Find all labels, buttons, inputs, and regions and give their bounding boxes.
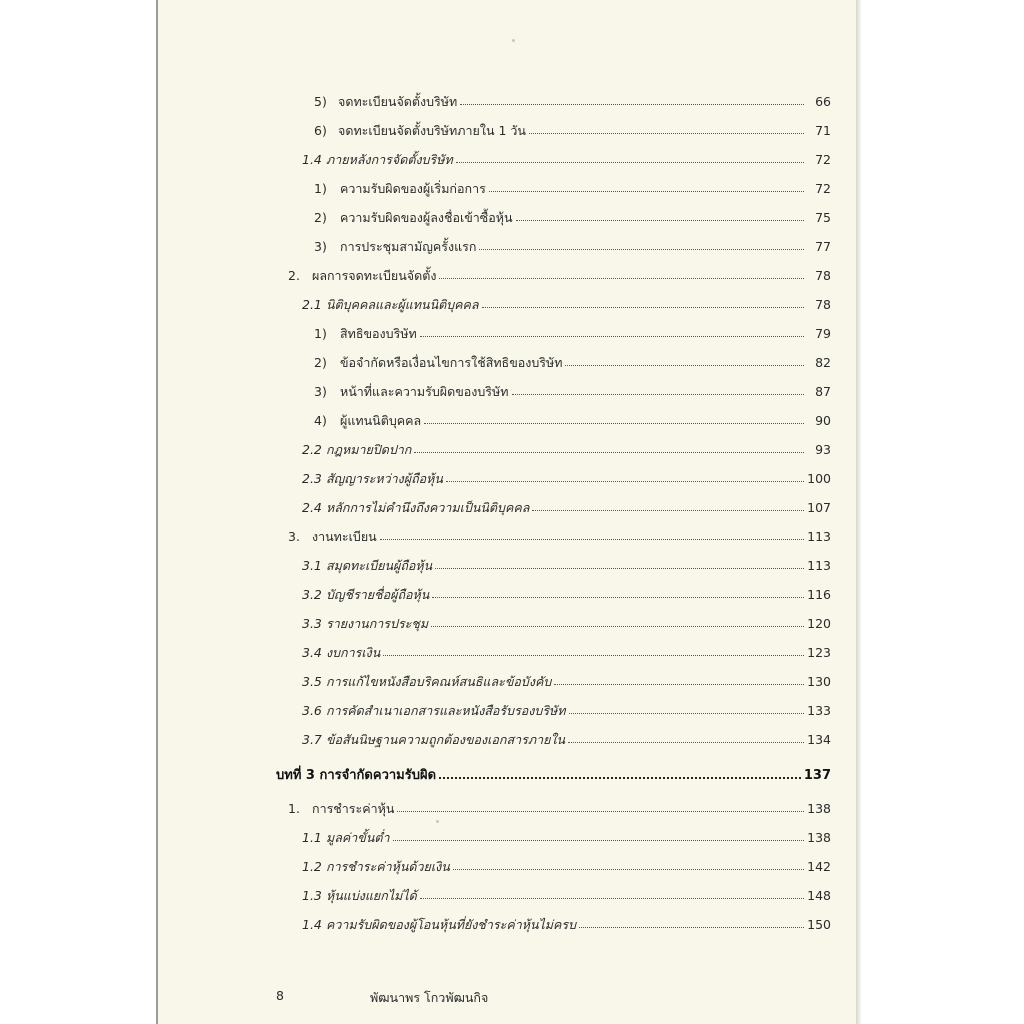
- toc-entry-number: 1.3: [302, 887, 322, 903]
- toc-entry-page: 78: [815, 267, 831, 283]
- toc-entry: [302, 822, 831, 844]
- toc-entry: [302, 608, 831, 630]
- toc-entry: [314, 115, 831, 137]
- toc-entry-number: 3.4: [302, 644, 322, 660]
- toc-entry-page: 77: [815, 238, 831, 254]
- toc-entry-page: 150: [807, 916, 831, 932]
- toc-entry-title: การคัดสำเนาเอกสารและหนังสือรับรองบริษัท: [326, 702, 566, 718]
- toc-entry-page: 72: [815, 180, 831, 196]
- toc-entry-page: 113: [807, 557, 831, 573]
- toc-dot-leader: [482, 307, 804, 308]
- toc-entry: [314, 376, 831, 398]
- toc-chapter-heading: [276, 760, 831, 782]
- toc-chapter-page: 137: [803, 768, 831, 783]
- toc-entry: [302, 909, 831, 931]
- toc-entry: [288, 260, 831, 282]
- toc-dot-leader: [579, 927, 804, 928]
- toc-entry-number: 3.5: [302, 673, 322, 689]
- toc-entry-page: 120: [807, 615, 831, 631]
- toc-entry-page: 66: [815, 93, 831, 109]
- toc-dot-leader: [439, 278, 804, 279]
- toc-entry-number: 3.3: [302, 615, 322, 631]
- toc-entry-title: ภายหลังการจัดตั้งบริษัท: [326, 151, 453, 167]
- toc-entry-title: ข้อสันนิษฐานความถูกต้องของเอกสารภายใน: [326, 731, 566, 747]
- toc-entry: [314, 202, 831, 224]
- toc-entry-number: 3.2: [302, 586, 322, 602]
- toc-entry: [314, 231, 831, 253]
- toc-entry-title: บัญชีรายชื่อผู้ถือหุ้น: [326, 586, 430, 602]
- toc-entry-page: 142: [807, 858, 831, 874]
- toc-entry-page: 71: [815, 122, 831, 138]
- toc-entry-title: สิทธิของบริษัท: [340, 325, 417, 341]
- toc-entry-number: 1.1: [302, 829, 322, 845]
- toc-entry: [314, 405, 831, 427]
- toc-entry-title: จดทะเบียนจัดตั้งบริษัทภายใน 1 วัน: [338, 122, 526, 138]
- toc-entry-number: 2): [314, 354, 327, 370]
- toc-entry-page: 113: [807, 528, 831, 544]
- toc-entry: [302, 289, 831, 311]
- toc-entry-page: 82: [815, 354, 831, 370]
- toc-dot-leader: [565, 365, 804, 366]
- toc-entry-page: 130: [807, 673, 831, 689]
- toc-entry: [302, 880, 831, 902]
- toc-entry-number: 2.4: [302, 499, 322, 515]
- toc-dot-leader: [568, 742, 804, 743]
- toc-entry: [302, 434, 831, 456]
- toc-entry-title: การชำระค่าหุ้น: [312, 800, 395, 816]
- toc-entry-number: 3.7: [302, 731, 322, 747]
- toc-entry-title: การประชุมสามัญครั้งแรก: [340, 238, 477, 254]
- toc-entry-page: 90: [815, 412, 831, 428]
- toc-entry: [288, 793, 831, 815]
- toc-entry-number: 3): [314, 383, 327, 399]
- toc-entry-number: 1.: [288, 800, 300, 816]
- toc-dot-leader: [516, 220, 804, 221]
- toc-entry-title: ข้อจำกัดหรือเงื่อนไขการใช้สิทธิของบริษัท: [340, 354, 563, 370]
- toc-entry-number: 1): [314, 180, 327, 196]
- toc-entry-page: 100: [807, 470, 831, 486]
- toc-dot-leader: [393, 840, 804, 841]
- footer-author: พัฒนาพร โกวพัฒนกิจ: [370, 990, 489, 1005]
- toc-entry-page: 72: [815, 151, 831, 167]
- toc-entry-number: 4): [314, 412, 327, 428]
- toc-dot-leader: [435, 568, 804, 569]
- toc-entry-page: 107: [807, 499, 831, 515]
- toc-entry: [314, 347, 831, 369]
- toc-entry-title: รายงานการประชุม: [326, 615, 429, 631]
- toc-entry-number: 2.1: [302, 296, 322, 312]
- toc-entry-page: 138: [807, 800, 831, 816]
- toc-entry-number: 3.: [288, 528, 300, 544]
- toc-dot-leader: [380, 539, 804, 540]
- toc-dot-leader: [569, 713, 804, 714]
- toc-entry-title: กฎหมายปิดปาก: [326, 441, 412, 457]
- toc-dot-leader: [383, 655, 804, 656]
- toc-dot-leader: [489, 191, 804, 192]
- toc-dot-leader: [554, 684, 804, 685]
- toc-entry-number: 2.2: [302, 441, 322, 457]
- toc-entry: [314, 318, 831, 340]
- toc-entry-title: ผู้แทนนิติบุคคล: [340, 412, 422, 428]
- toc-entry-page: 79: [815, 325, 831, 341]
- toc-dot-leader: [420, 898, 804, 899]
- toc-entry-number: 1.2: [302, 858, 322, 874]
- toc-entry-title: จดทะเบียนจัดตั้งบริษัท: [338, 93, 458, 109]
- toc-entry-page: 87: [815, 383, 831, 399]
- toc-entry: [288, 521, 831, 543]
- toc-entry-title: นิติบุคคลและผู้แทนนิติบุคคล: [326, 296, 479, 312]
- toc-entry-page: 78: [815, 296, 831, 312]
- toc-dot-leader: [512, 394, 805, 395]
- toc-dot-leader: [456, 162, 804, 163]
- toc-entry: [314, 173, 831, 195]
- toc-entry-number: 1.4: [302, 916, 322, 932]
- toc-entry-page: 75: [815, 209, 831, 225]
- toc-entry-title: สัญญาระหว่างผู้ถือหุ้น: [326, 470, 443, 486]
- toc-entry-title: ผลการจดทะเบียนจัดตั้ง: [312, 267, 437, 283]
- toc-entry-number: 6): [314, 122, 327, 138]
- toc-entry-title: ความรับผิดของผู้โอนหุ้นที่ยังชำระค่าหุ้นไม่ครบ: [326, 916, 577, 932]
- toc-entry: [302, 492, 831, 514]
- toc-entry-title: สมุดทะเบียนผู้ถือหุ้น: [326, 557, 433, 573]
- toc-dot-leader: [479, 249, 804, 250]
- toc-entry-number: 3): [314, 238, 327, 254]
- paper-speck: [512, 39, 515, 42]
- toc-entry-number: 2.3: [302, 470, 322, 486]
- toc-entry-page: 116: [807, 586, 831, 602]
- toc-dot-leader: [453, 869, 804, 870]
- toc-entry-title: หลักการไม่คำนึงถึงความเป็นนิติบุคคล: [326, 499, 530, 515]
- toc-dot-leader: [460, 104, 804, 105]
- toc-dot-leader: [446, 481, 804, 482]
- toc-entry-number: 1): [314, 325, 327, 341]
- toc-entry-number: 2.: [288, 267, 300, 283]
- toc-entry-page: 148: [807, 887, 831, 903]
- toc-dot-leader: [439, 777, 801, 779]
- toc-entry: [302, 550, 831, 572]
- footer-page-number: 8: [276, 988, 284, 1003]
- toc-entry-number: 1.4: [302, 151, 322, 167]
- toc-entry-title: ความรับผิดของผู้เริ่มก่อการ: [340, 180, 486, 196]
- toc-entry-page: 133: [807, 702, 831, 718]
- toc-dot-leader: [414, 452, 804, 453]
- toc-chapter-title: บทที่ 3 การจำกัดความรับผิด: [276, 768, 437, 783]
- toc-dot-leader: [424, 423, 804, 424]
- toc-entry-title: มูลค่าขั้นต่ำ: [326, 829, 390, 845]
- toc-entry: [302, 579, 831, 601]
- toc-entry-title: งบการเงิน: [326, 644, 381, 660]
- toc-entry: [302, 463, 831, 485]
- toc-entry: [302, 724, 831, 746]
- toc-entry-title: หน้าที่และความรับผิดของบริษัท: [340, 383, 509, 399]
- toc-entry: [302, 666, 831, 688]
- toc-entry-number: 5): [314, 93, 327, 109]
- toc-entry-title: หุ้นแบ่งแยกไม่ได้: [326, 887, 417, 903]
- toc-entry-title: งานทะเบียน: [312, 528, 377, 544]
- toc-entry-page: 123: [807, 644, 831, 660]
- toc-dot-leader: [397, 811, 804, 812]
- toc-dot-leader: [529, 133, 804, 134]
- toc-entry-page: 93: [815, 441, 831, 457]
- toc-dot-leader: [420, 336, 804, 337]
- toc-dot-leader: [432, 597, 804, 598]
- toc-entry: [302, 851, 831, 873]
- toc-entry-title: การแก้ไขหนังสือบริคณห์สนธิและข้อบังคับ: [326, 673, 552, 689]
- toc-entry-title: การชำระค่าหุ้นด้วยเงิน: [326, 858, 450, 874]
- toc-entry-number: 3.6: [302, 702, 322, 718]
- toc-entry: [302, 144, 831, 166]
- toc-dot-leader: [532, 510, 804, 511]
- page-edge-shadow: [856, 0, 862, 1024]
- toc-entry: [302, 695, 831, 717]
- toc-entry-page: 138: [807, 829, 831, 845]
- toc-entry-title: ความรับผิดของผู้ลงชื่อเข้าซื้อหุ้น: [340, 209, 513, 225]
- toc-entry-number: 3.1: [302, 557, 322, 573]
- toc-entry-number: 2): [314, 209, 327, 225]
- toc-dot-leader: [431, 626, 804, 627]
- toc-entry: [302, 637, 831, 659]
- toc-entry-page: 134: [807, 731, 831, 747]
- toc-entry: [314, 86, 831, 108]
